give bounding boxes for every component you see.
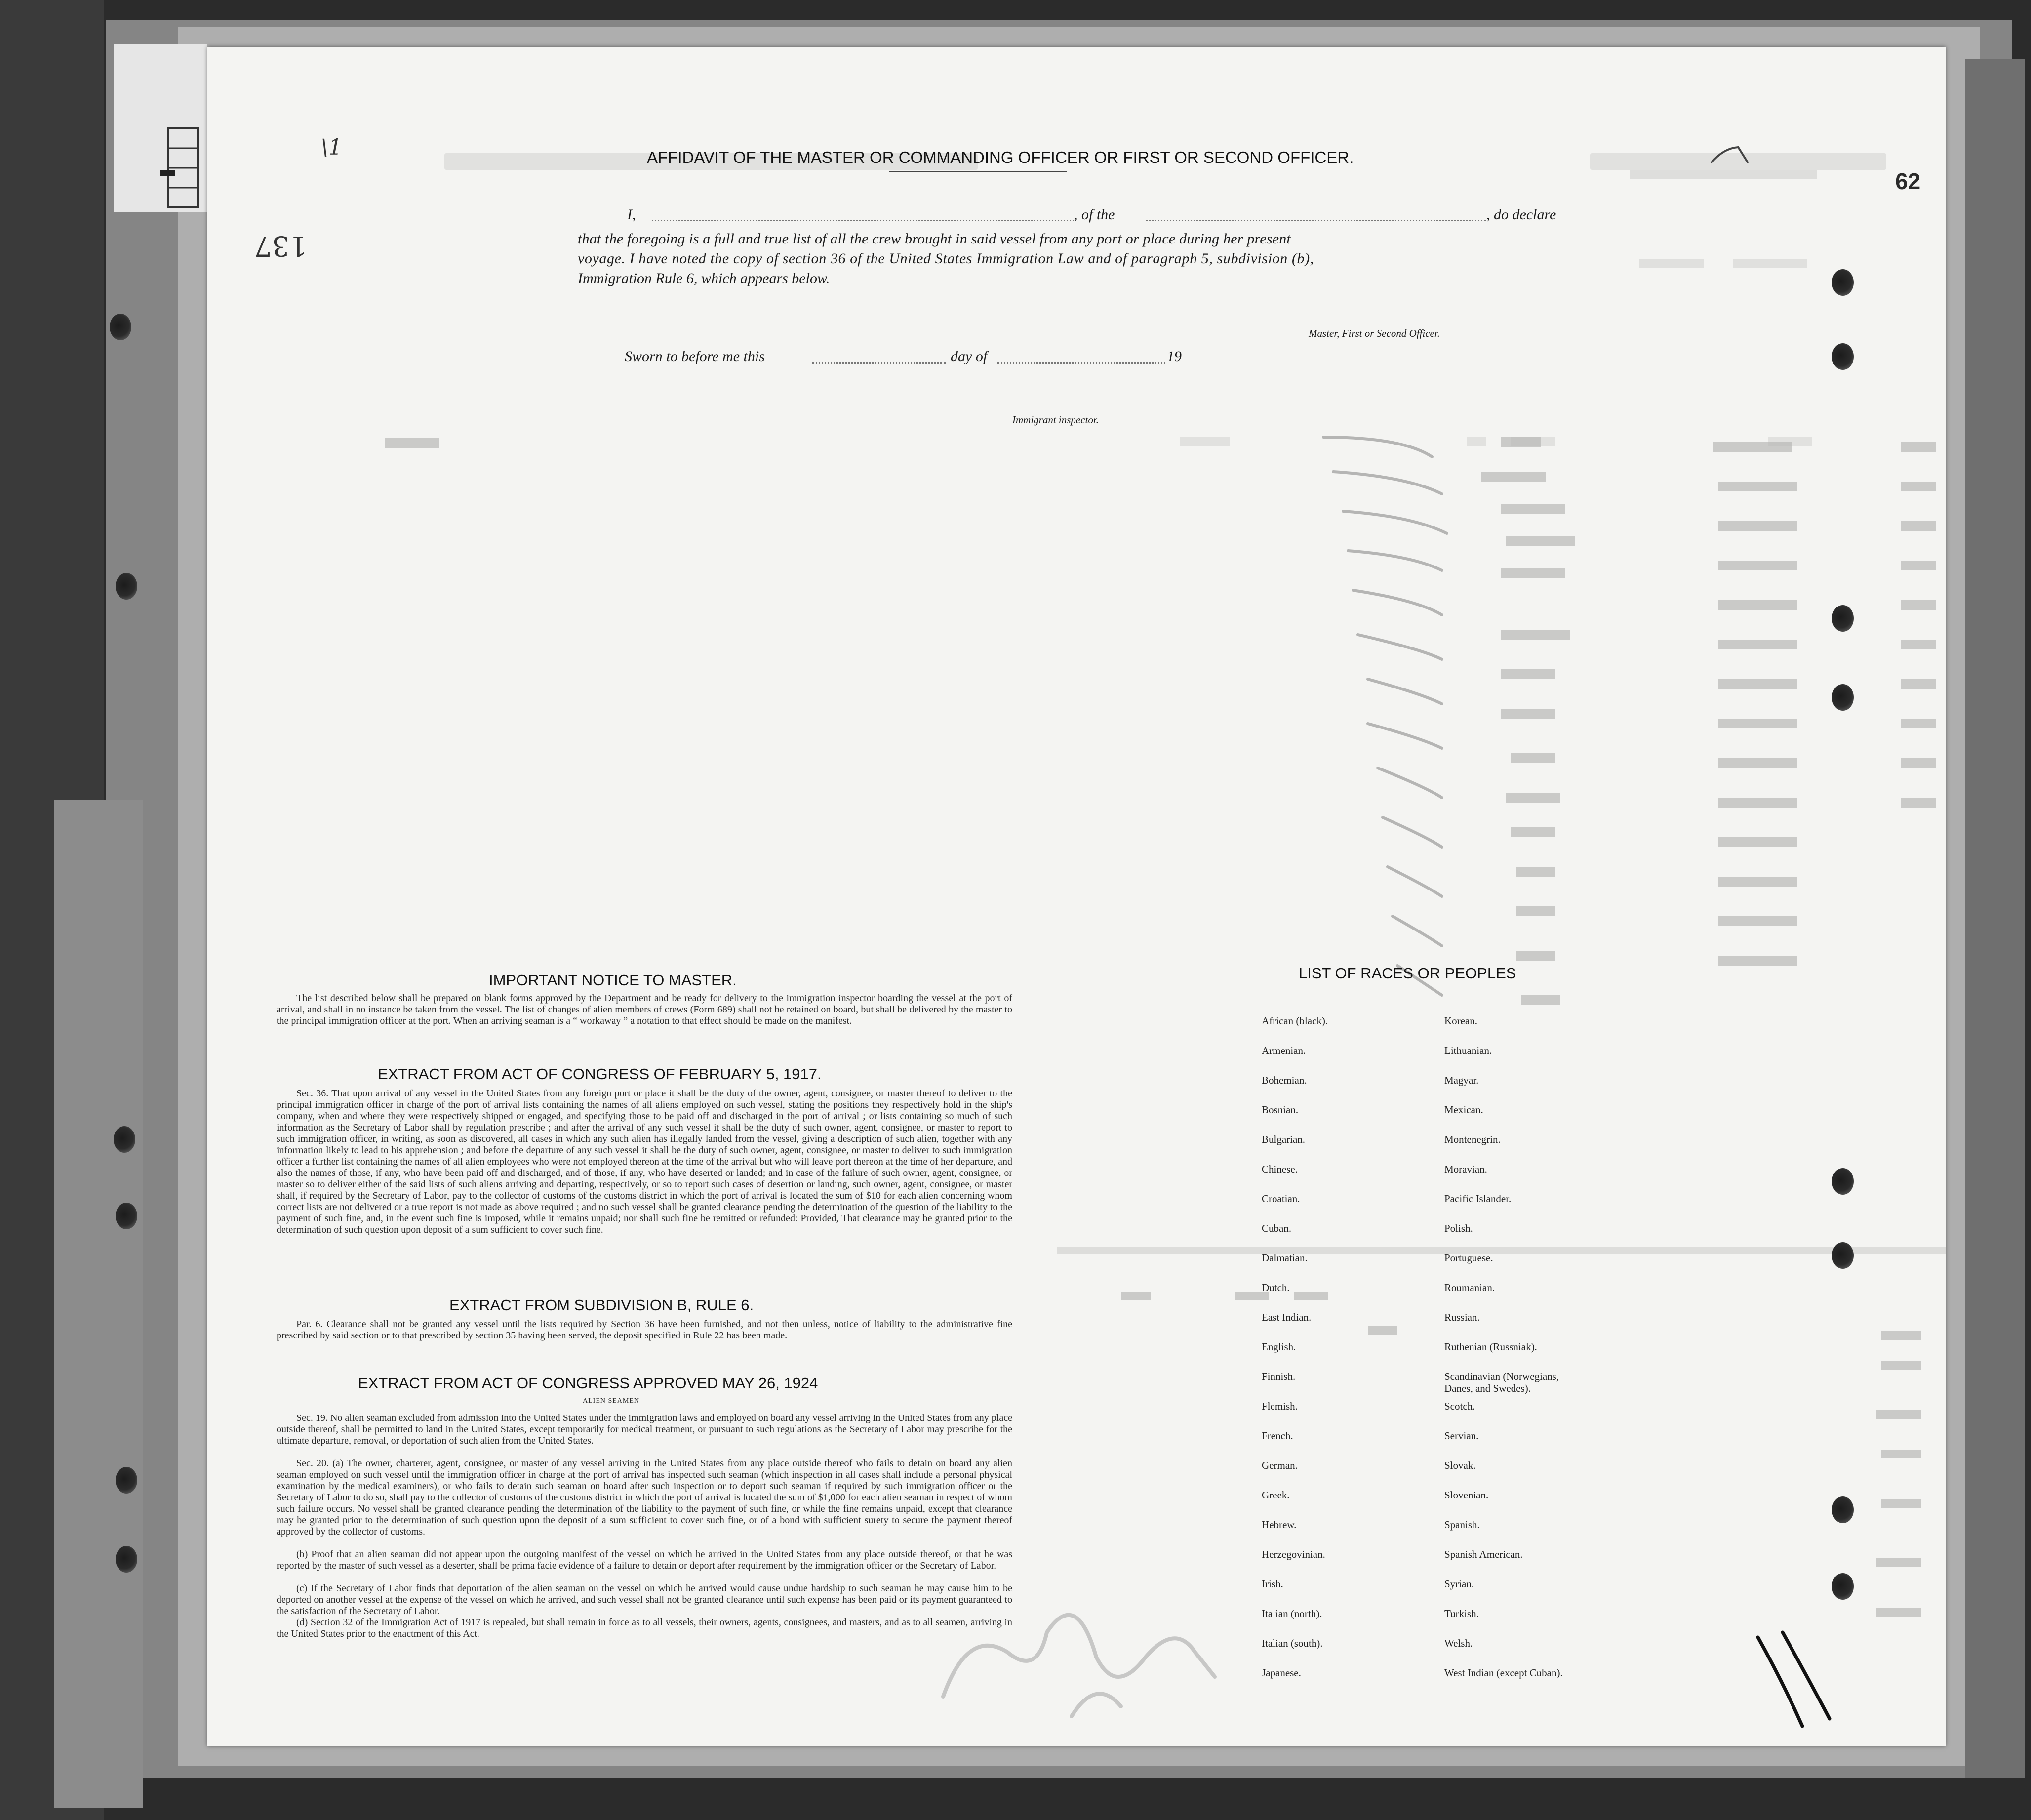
- punch-hole: [110, 314, 131, 340]
- extract-1924-sec20d: (d) Section 32 of the Immigration Act of 1917 is repealed, but shall remain in force as to all vessels, their owners, agents, consignees, and masters, and as to all seamen, arriving in the United States prior to the enactment of this Act.: [277, 1617, 1012, 1639]
- affidavit-body-line-2: voyage. I have noted the copy of section 36 of the United States Immigration Law and of paragraph 5, subdivision (b),: [578, 250, 1314, 267]
- race-item: Greek.: [1262, 1489, 1290, 1501]
- race-item: Magyar.: [1444, 1074, 1479, 1086]
- race-item: French.: [1262, 1430, 1293, 1442]
- race-item: West Indian (except Cuban).: [1444, 1667, 1563, 1679]
- race-item: Bosnian.: [1262, 1104, 1299, 1116]
- punch-hole: [116, 1467, 137, 1494]
- race-item: Slovenian.: [1444, 1489, 1489, 1501]
- race-item: Croatian.: [1262, 1193, 1300, 1205]
- declare-do-declare: , do declare: [1486, 206, 1556, 223]
- master-caption: Master, First or Second Officer.: [1309, 327, 1440, 339]
- punch-hole: [1832, 343, 1854, 370]
- title-underline: [889, 171, 1067, 172]
- extract-1924-sec19: Sec. 19. No alien seaman excluded from admission into the United States under the immigration laws and employed on board any vessel arriving in the United States from any place outside thereof, shall be permitted to land in the United States, except temporarily for medical treatment, or pursuant to such regulations as the Secretary of Labor may prescribe for the ultimate departure, removal, or deportation of such alien from the United States.: [277, 1413, 1012, 1446]
- punch-hole: [1832, 605, 1854, 632]
- inspector-caption: Immigrant inspector.: [1012, 414, 1099, 426]
- race-item: Japanese.: [1262, 1667, 1301, 1679]
- race-item: Korean.: [1444, 1015, 1478, 1027]
- race-item: Lithuanian.: [1444, 1045, 1492, 1056]
- race-item: Moravian.: [1444, 1163, 1487, 1175]
- extract-1924-sec20a: Sec. 20. (a) The owner, charterer, agent, consignee, or master of any vessel arriving in the United States from any place outside thereof who fails to detain on board any alien seaman employed on such vessel until the immigration officer in charge at the port of arrival has inspected such seaman (which inspection in all cases shall include a personal physical examination by the medical examiners), or who fails to detain such seaman on board after such inspection or to deport such seaman if required by such immigration officer or the Secretary of Labor to do so, shall pay to the collector of customs of the customs district in which the port of arrival is located the sum of $1,000 for each alien seaman in respect of whom such failure occurs. No vessel shall be granted clearance pending the determination of the liability to the payment of such fine, or while the fine remains unpaid, except that clearance may be granted prior to the determination of such question upon the deposit of a sum sufficient to cover such fine, or of a bond with sufficient surety to secure the payment thereof approved by the collector of customs.: [277, 1458, 1012, 1537]
- declare-of-the: , of the: [1074, 206, 1115, 223]
- extract-1924-sec20b: (b) Proof that an alien seaman did not appear upon the outgoing manifest of the vessel on which he arrived in the United States from any place outside thereof, or that he was reported by the master of such vessel as a deserter, shall be prima facie evidence of a failure to detain or deport after requirement by the immigration officer or the Secretary of Labor.: [277, 1549, 1012, 1571]
- race-item: English.: [1262, 1341, 1296, 1353]
- races-left-column: [1262, 1015, 1430, 1697]
- races-right-column: [1444, 1015, 1652, 1697]
- race-item: African (black).: [1262, 1015, 1328, 1027]
- extract-rule6-text: Par. 6. Clearance shall not be granted any vessel until the lists required by Section 36 have been furnished, and not then unless, notice of liability to the administrative fine prescribed by said section or to that prescribed by section 35 having been served, the deposit specified in Rule 22 has been made.: [277, 1319, 1012, 1341]
- race-item: Roumanian.: [1444, 1282, 1495, 1294]
- back-sheet-edge: [54, 800, 143, 1808]
- extract-rule6-heading: EXTRACT FROM SUBDIVISION B, RULE 6.: [449, 1296, 754, 1314]
- affidavit-body-line-3: Immigration Rule 6, which appears below.: [578, 270, 830, 286]
- vessel-blank: [1146, 220, 1486, 221]
- notice-heading: IMPORTANT NOTICE TO MASTER.: [489, 971, 737, 989]
- sworn-text: Sworn to before me this: [625, 348, 765, 364]
- race-item: East Indian.: [1262, 1311, 1312, 1323]
- race-item: Syrian.: [1444, 1578, 1474, 1590]
- race-item: Flemish.: [1262, 1400, 1298, 1412]
- sworn-day-blank: [812, 362, 946, 364]
- sworn-month-blank: [997, 362, 1165, 364]
- affidavit-title: AFFIDAVIT OF THE MASTER OR COMMANDING OFFICER OR FIRST OR SECOND OFFICER.: [647, 148, 1354, 166]
- race-item: Italian (north).: [1262, 1608, 1322, 1619]
- race-item: Herzegovinian.: [1262, 1548, 1325, 1560]
- punch-hole: [116, 573, 137, 600]
- label-strip-marks: [114, 44, 207, 212]
- race-item: Chinese.: [1262, 1163, 1298, 1175]
- race-item: Finnish.: [1262, 1371, 1296, 1382]
- race-item: German.: [1262, 1459, 1298, 1471]
- races-heading: LIST OF RACES OR PEOPLES: [1299, 965, 1516, 982]
- race-item: Hebrew.: [1262, 1519, 1297, 1531]
- race-item: Portuguese.: [1444, 1252, 1493, 1264]
- race-item: Dutch.: [1262, 1282, 1290, 1294]
- punch-hole: [1832, 1573, 1854, 1600]
- handwritten-mark-top: \1: [321, 135, 342, 160]
- extract-1917-text: Sec. 36. That upon arrival of any vessel in the United States from any foreign port or place it shall be the duty of the owner, agent, consignee, or master thereof to deliver to the principal immigration officer in charge of the port of arrival lists containing the names of all aliens employed on such vessel, stating the positions they respectively hold in the ship's company, when and where they were respectively shipped or engaged, and specifying those to be paid off and discharged in the port of arrival ; or lists containing so much of such information as the Secretary of Labor shall by regulation prescribe ; and after the arrival of any such vessel it shall be the duty of such owner, agent, consignee, or master to report to such immigration officer, in writing, as soon as discovered, all cases in which any such alien has illegally landed from the vessel, giving a description of such alien, together with any information likely to lead to his apprehension ; and before the departure of any such vessel it shall be the duty of such owner, agent, consignee, or master to deliver to such immigration officer a further list containing the names of all alien employees who were not employed thereon at the time of the arrival but who will leave port thereon at the time of her departure, and also the names of those, if any, who have been paid off and discharged, and of those, if any, who have deserted or landed; and in case of the failure of such owner, agent, consignee, or master so to deliver either of the said lists of such aliens arriving and departing, respectively, or so to report such cases of desertion or landing, such owner, agent, consignee, or master shall, if required by the Secretary of Labor, pay to the collector of customs of the customs district in which the port of arrival is located the sum of $10 for each alien concerning whom correct lists are not delivered or a true report is not made as above required ; and no such vessel shall be granted clearance pending the determination of the question of the liability to the payment of such fine, and, in the event such fine is imposed, while it remains unpaid; nor shall such fine be remitted or refunded: Provided, That clearance may be granted prior to the determination of such question upon deposit of a sum sufficient to cover such fine.: [277, 1088, 1012, 1235]
- notice-text: The list described below shall be prepared on blank forms approved by the Department and be ready for delivery to the immigration inspector boarding the vessel at the port of arrival, and shall in no instance be taken from the vessel. The list of changes of alien members of crews (Form 689) shall not be retained on board, but shall be delivered by the master to the principal immigration officer at the port. When an arriving seaman is a “ workaway ” a notation to that effect should be made on the manifest.: [277, 993, 1012, 1026]
- archival-label-strip: [114, 44, 207, 212]
- race-item: Dalmatian.: [1262, 1252, 1308, 1264]
- race-item: Slovak.: [1444, 1459, 1476, 1471]
- declare-i: I,: [627, 206, 636, 223]
- punch-hole: [1832, 1242, 1854, 1269]
- race-item: Spanish.: [1444, 1519, 1480, 1531]
- punch-hole: [116, 1546, 137, 1573]
- punch-hole: [1832, 269, 1854, 296]
- extract-1924-subheading: ALIEN SEAMEN: [583, 1397, 640, 1405]
- extract-1924-heading: EXTRACT FROM ACT OF CONGRESS APPROVED MAY 26, 1924: [358, 1375, 818, 1392]
- race-item: Turkish.: [1444, 1608, 1479, 1619]
- race-item: Irish.: [1262, 1578, 1283, 1590]
- handwritten-page-number-right: 62: [1895, 168, 1921, 194]
- race-item: Cuban.: [1262, 1222, 1292, 1234]
- race-item: Russian.: [1444, 1311, 1480, 1323]
- race-item: Scotch.: [1444, 1400, 1475, 1412]
- affidavit-body-line-1: that the foregoing is a full and true list of all the crew brought in said vessel from any port or place during her present: [578, 231, 1291, 247]
- race-item: Welsh.: [1444, 1637, 1473, 1649]
- sworn-year: 19: [1167, 348, 1182, 364]
- race-item: Mexican.: [1444, 1104, 1483, 1116]
- punch-hole: [116, 1203, 137, 1229]
- manifest-page: [207, 47, 1946, 1746]
- race-item: Servian.: [1444, 1430, 1479, 1442]
- race-item: Spanish American.: [1444, 1548, 1523, 1560]
- punch-hole: [114, 1126, 135, 1153]
- punch-hole: [1832, 1496, 1854, 1523]
- page-stack-edge: [1965, 59, 2025, 1778]
- sworn-day-of: day of: [951, 348, 988, 364]
- handwritten-mark-bottom: [1748, 1627, 1847, 1746]
- race-item: Italian (south).: [1262, 1637, 1323, 1649]
- punch-hole: [1832, 684, 1854, 711]
- race-item: Ruthenian (Russniak).: [1444, 1341, 1537, 1353]
- race-item: Montenegrin.: [1444, 1133, 1501, 1145]
- extract-1917-heading: EXTRACT FROM ACT OF CONGRESS OF FEBRUARY 5, 1917.: [378, 1065, 822, 1083]
- race-item: Polish.: [1444, 1222, 1473, 1234]
- handwritten-page-number-left: 137: [254, 230, 307, 262]
- race-item: Scandinavian (Norwegians, Danes, and Swedes).: [1444, 1371, 1559, 1394]
- pen-check-mark: [1709, 143, 1763, 173]
- race-item: Armenian.: [1262, 1045, 1306, 1056]
- extract-1924-sec20c: (c) If the Secretary of Labor finds that deportation of the alien seaman on the vessel on which he arrived would cause undue hardship to such seaman he may cause him to be deported on another vessel at the expense of the vessel on which he arrived, and such vessel shall not be granted clearance until such expense has been paid or its payment guaranteed to the satisfaction of the Secretary of Labor.: [277, 1583, 1012, 1617]
- race-item: Bohemian.: [1262, 1074, 1307, 1086]
- race-item: Pacific Islander.: [1444, 1193, 1512, 1205]
- name-blank: [652, 220, 1074, 221]
- punch-hole: [1832, 1168, 1854, 1195]
- race-item: Bulgarian.: [1262, 1133, 1306, 1145]
